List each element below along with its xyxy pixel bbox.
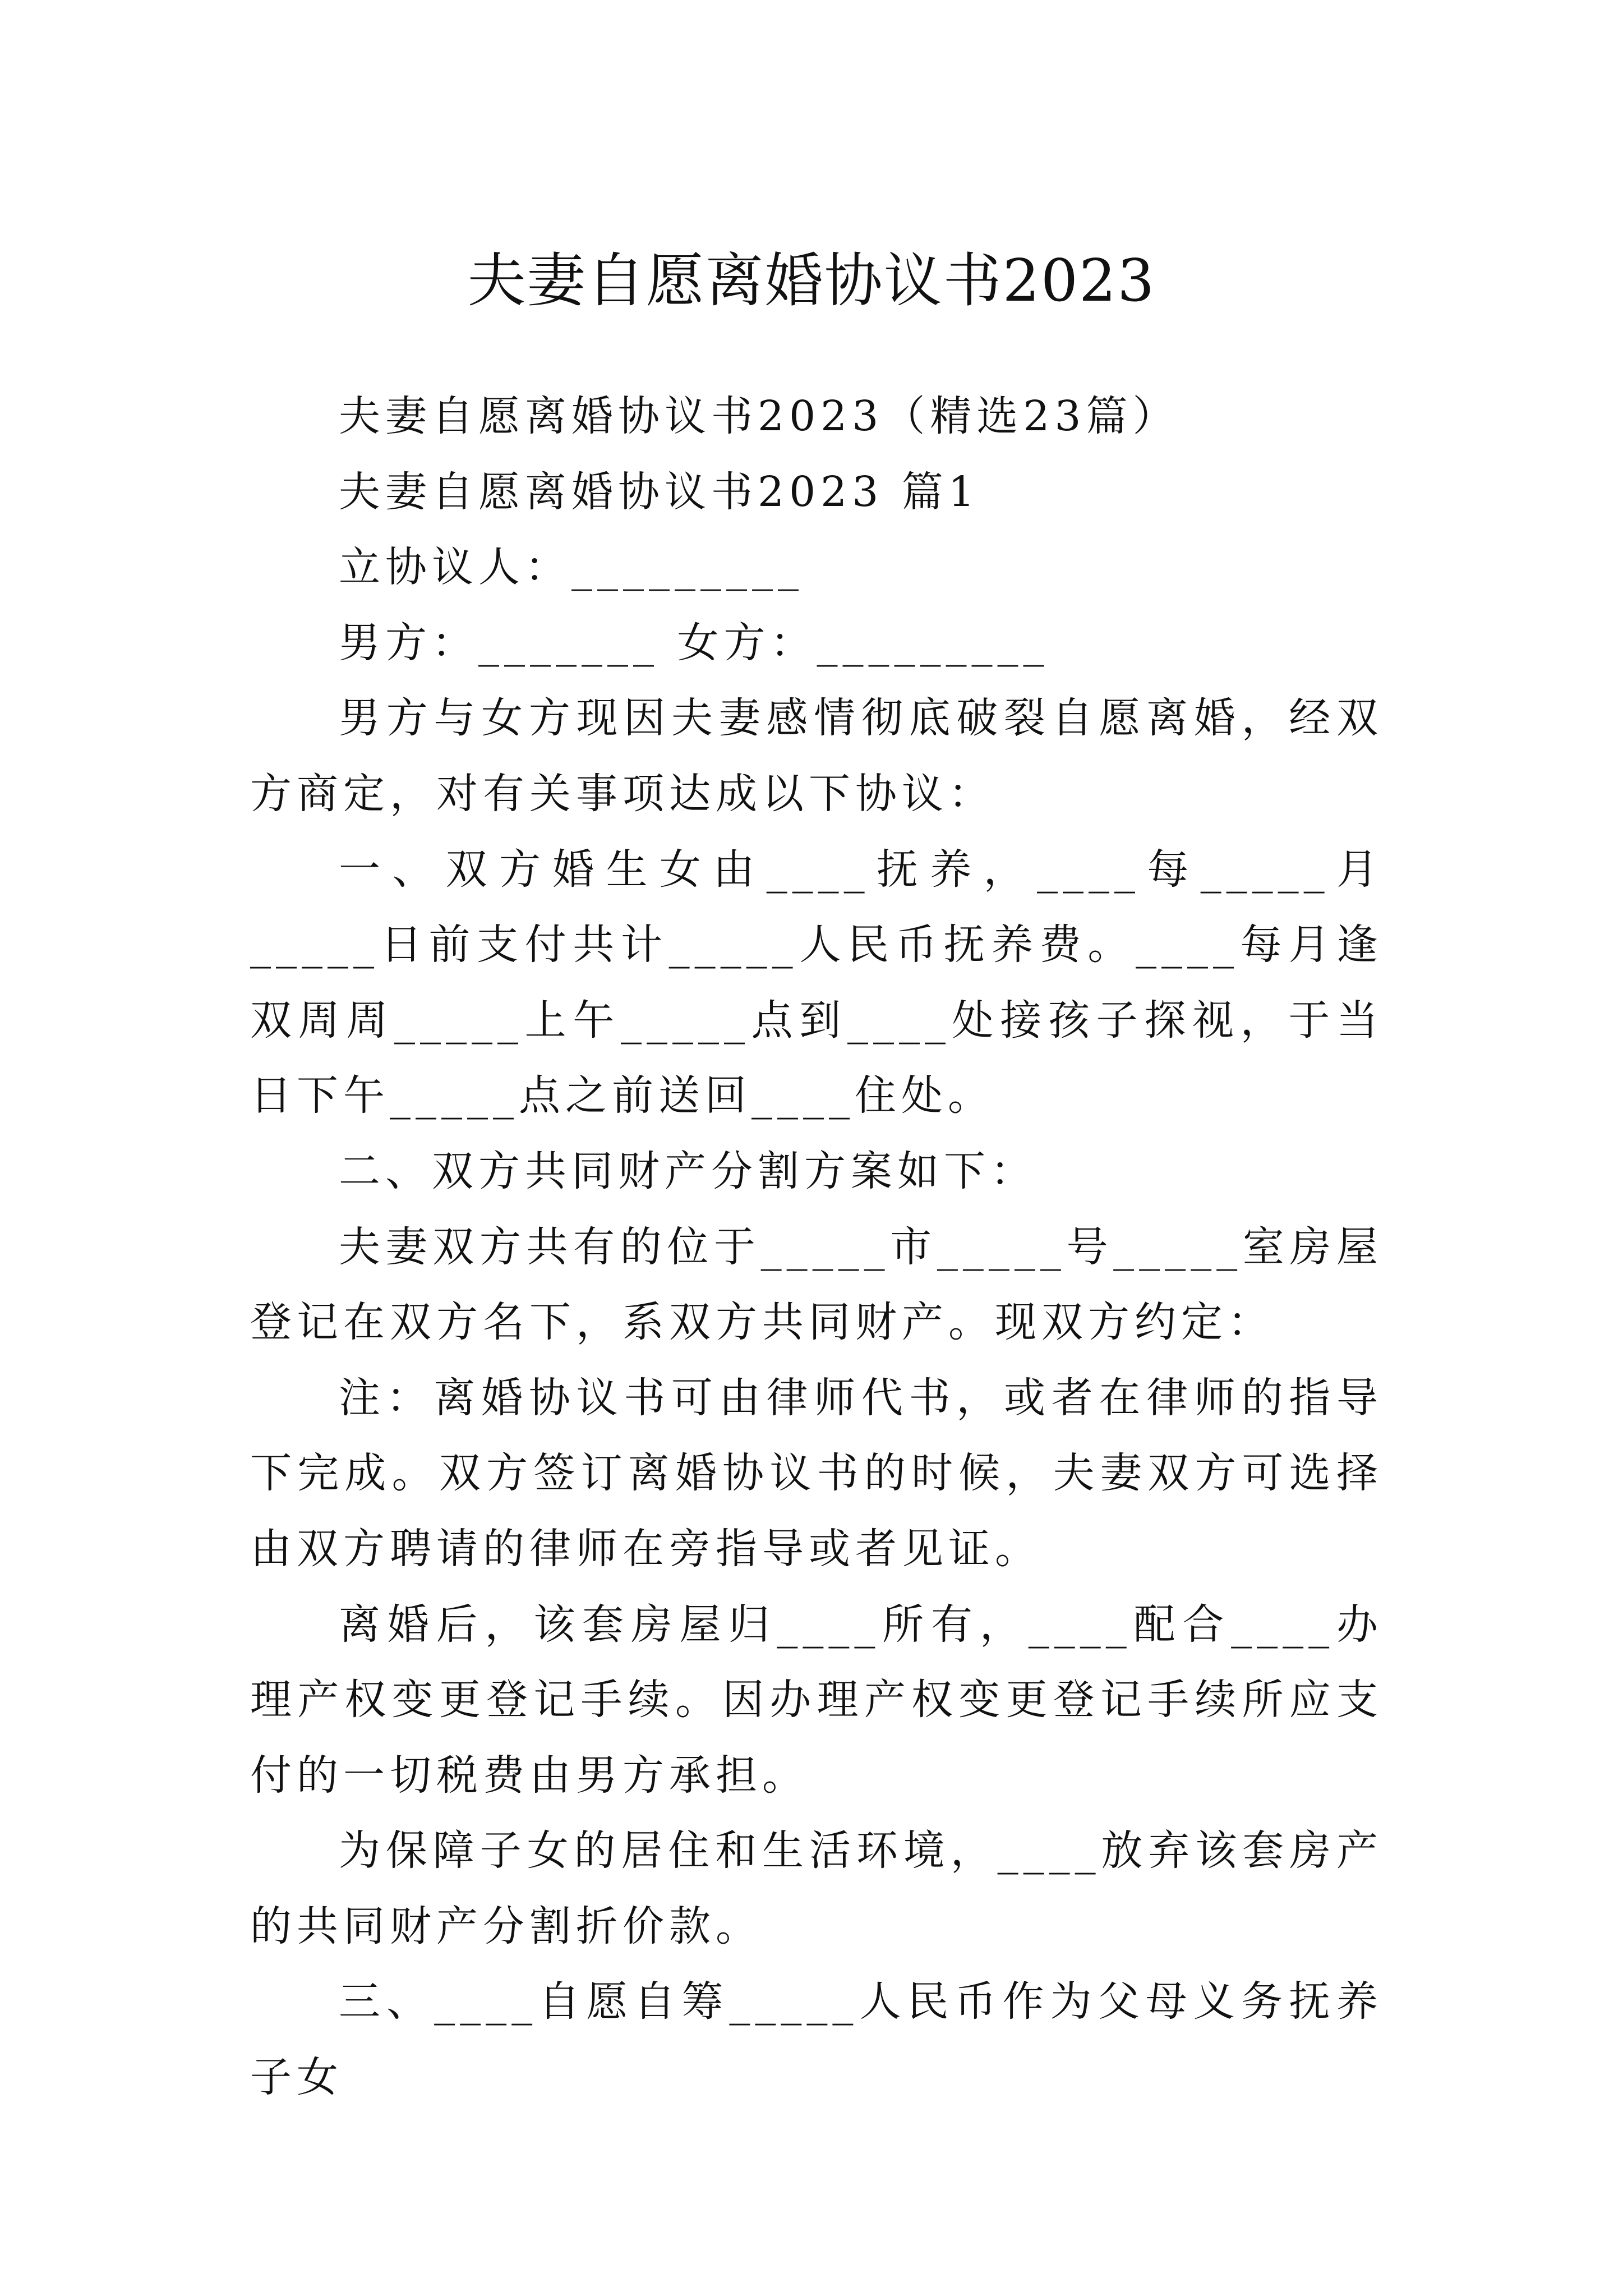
document-title: 夫妻自愿离婚协议书2023 [467, 246, 1156, 315]
paragraph-section-heading: 夫妻自愿离婚协议书2023 篇1 [339, 467, 980, 516]
paragraph-agreement-party: 立协议人：_________ [339, 543, 804, 592]
paragraph-subtitle: 夫妻自愿离婚协议书2023（精选23篇） [339, 392, 1179, 440]
paragraph-clause-3: 三、____自愿自筹_____人民币作为父母义务抚养子女 [250, 1977, 1383, 2102]
paragraph-property: 夫妻双方共有的位于_____市_____号_____室房屋登记在双方名下，系双方共同财产。现双方约定： [250, 1222, 1383, 1347]
paragraph-clause-1: 一、双方婚生女由____抚养，____每_____月_____日前支付共计_____人民币抚养费。____每月逢双周周_____上午_____点到____处接孩子探视，于当日下午_____点之前送回____住处。 [250, 845, 1383, 1120]
paragraph-note: 注：离婚协议书可由律师代书，或者在律师的指导下完成。双方签订离婚协议书的时候，夫妻双方可选择由双方聘请的律师在旁指导或者见证。 [250, 1373, 1383, 1573]
paragraph-husband-wife: 男方：_______ 女方：_________ [339, 618, 1049, 667]
paragraph-clause-2-heading: 二、双方共同财产分割方案如下： [339, 1147, 1037, 1195]
paragraph-intro: 男方与女方现因夫妻感情彻底破裂自愿离婚，经双方商定，对有关事项达成以下协议： [250, 694, 1383, 818]
paragraph-house-ownership: 离婚后，该套房屋归____所有，____配合____办理产权变更登记手续。因办理产权变更登记手续所应支付的一切税费由男方承担。 [250, 1600, 1383, 1800]
document-body [250, 379, 1383, 2115]
paragraph-waiver: 为保障子女的居住和生活环境，____放弃该套房产的共同财产分割折价款。 [250, 1826, 1383, 1950]
